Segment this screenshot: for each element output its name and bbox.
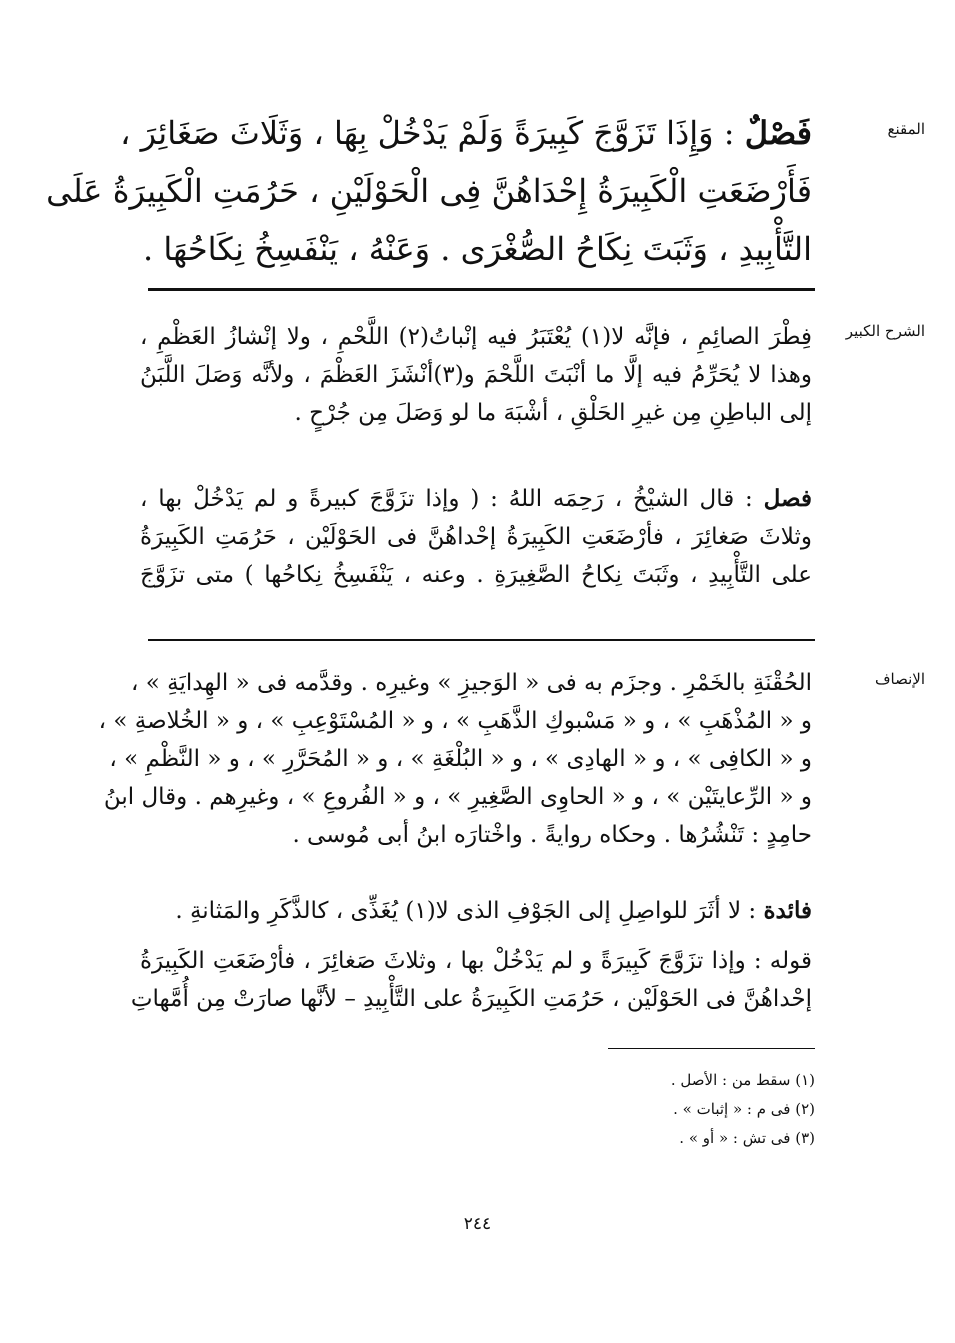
footnote-1: (١) سقط من : الأصل . [670,1071,815,1089]
sharh-fasl-line-3: على التَّأْبِيدِ ، وثَبَتَ نِكاحُ الصَّغِيرَةِ . وعنه ، يَنْفَسِخُ نِكاحُها ) متى تزَوَّجَ [140,562,812,588]
insaf-line-1: الحُقْنَةِ بالخَمْرِ . وجزَم به فى « الوَجيزِ » وغيرِه . وقدَّمه فى « الهِدايَةِ » ، [131,670,812,696]
sharh-fasl-line-1-text: : قال الشيْخُ ، رَحِمَه اللهُ : ( وإذا تزَوَّجَ كبيرةً و لم يَدْخُلْ بها ، [140,486,764,512]
insaf-line-5: حامِدٍ : تَنْشُرُها . وحكاه روايةً . واخْتارَه ابنُ أبى مُوسى . [292,822,812,848]
muqni-line-1-text: : وَإِذَا تَزَوَّجَ كَبِيرَةً وَلَمْ يَدْخُلْ بِهَا ، وَثَلَاثَ صَغَائِرَ ، [120,114,745,152]
insaf-faida-line [140,892,812,930]
sharh-fasl-line-1 [140,480,812,518]
sharh-fasl-line-2: وثلاثَ صَغائِرَ ، فأرْضَعَتِ الكَبِيرَةُ إحْداهُنَّ فى الحَوْلَيْن ، حَرُمَتِ الكَبِيرَةُ [140,524,812,550]
sharh-line-1: فِطْرَ الصائِمِ ، فإنَّه لا(١) يُعْتَبَرُ فيه إنْباتُ(٢) اللَّحْمِ ، ولا إنْشازُ العَظْمِ ، [140,324,813,350]
muqni-section-label: المقنع [887,120,925,138]
insaf-section-label: الإنصاف [874,670,925,688]
muqni-heading: فَصْلٌ [744,114,812,152]
sharh-line-2: وهذا لا يُحَرِّمُ فيه إلَّا ما أنْبَتَ اللَّحْمَ و(٣)أنْشَزَ العَظْمَ ، ولأنَّه وَصَلَ اللَّبَنُ [140,362,812,388]
insaf-qawluh-text [130,942,812,1018]
sharh-fasl-text [140,480,812,594]
sharh-section-label: الشرح الكبير [845,322,925,340]
sharh-fasl-heading: فصل [763,485,812,512]
insaf-faida-text [140,892,812,930]
page-number: ٢٤٤ [463,1214,492,1234]
insaf-faida-heading: فائدة [763,897,812,924]
insaf-qawluh-line-2: إحْداهُنَّ فى الحَوْلَيْن ، حَرُمَتِ الكَبِيرَةُ على التَّأْبِيدِ – لأنَّها صارَتْ مِن أُمَّهاتِ [130,986,812,1012]
footnote-3: (٣) فى تش : « أو » . [679,1129,815,1147]
insaf-faida-line-text: : لا أثَرَ للواصِلِ إلى الجَوْفِ الذى لا(١) يُغَذِّى ، كالذَّكَرِ والمَثانةِ . [175,898,764,924]
sharh-text [140,318,812,432]
sharh-line-3: إلى الباطِنِ مِن غيرِ الحَلْقِ ، أشْبَهَ ما لو وَصَلَ مِن جُرْحٍ . [294,400,812,426]
footnote-2: (٢) فى م : « إثبات » . [673,1100,815,1118]
muqni-text [46,104,812,278]
muqni-line-1 [120,104,812,162]
muqni-line-3: التَّأْبِيدِ ، وَثَبَتَ نِكَاحُ الصُّغْرَى . وَعَنْهُ ، يَنْفَسِخُ نِكَاحُهَا . [143,230,812,268]
insaf-line-4: و « الرِّعايتَيْن » ، و « الحاوِى الصَّغِيرِ » ، و « الفُروعِ » ، وغيرِهم . وقال ابنُ [103,784,812,810]
muqni-line-2: فَأَرْضَعَتِ الْكَبِيرَةُ إِحْدَاهُنَّ فِى الْحَوْلَيْنِ ، حَرُمَتِ الْكَبِيرَةُ عَلَى [46,172,812,210]
footnote-divider [608,1048,815,1049]
insaf-line-3: و « الكافِى » ، و « الهادِى » ، و « البُلْغَةِ » ، و « المُحَرَّرِ » ، و « النَّظْمِ » ، [109,746,812,772]
section-divider-thin [148,639,815,641]
section-divider-thick [148,288,815,291]
insaf-qawluh-line-1: قوله : وإذا تزَوَّجَ كَبِيرَةً و لم يَدْخُلْ بها ، وثلاثَ صَغائِرَ ، فأرْضَعَتِ الكَبِيرَةُ [140,948,812,974]
footnotes [415,1066,815,1153]
insaf-line-2: و « المُذْهَبِ » ، و « مَسْبوكِ الذَّهَبِ » ، و « المُسْتَوْعِبِ » ، و « الخُلاصةِ » ، [98,708,812,734]
insaf-text [98,664,812,854]
